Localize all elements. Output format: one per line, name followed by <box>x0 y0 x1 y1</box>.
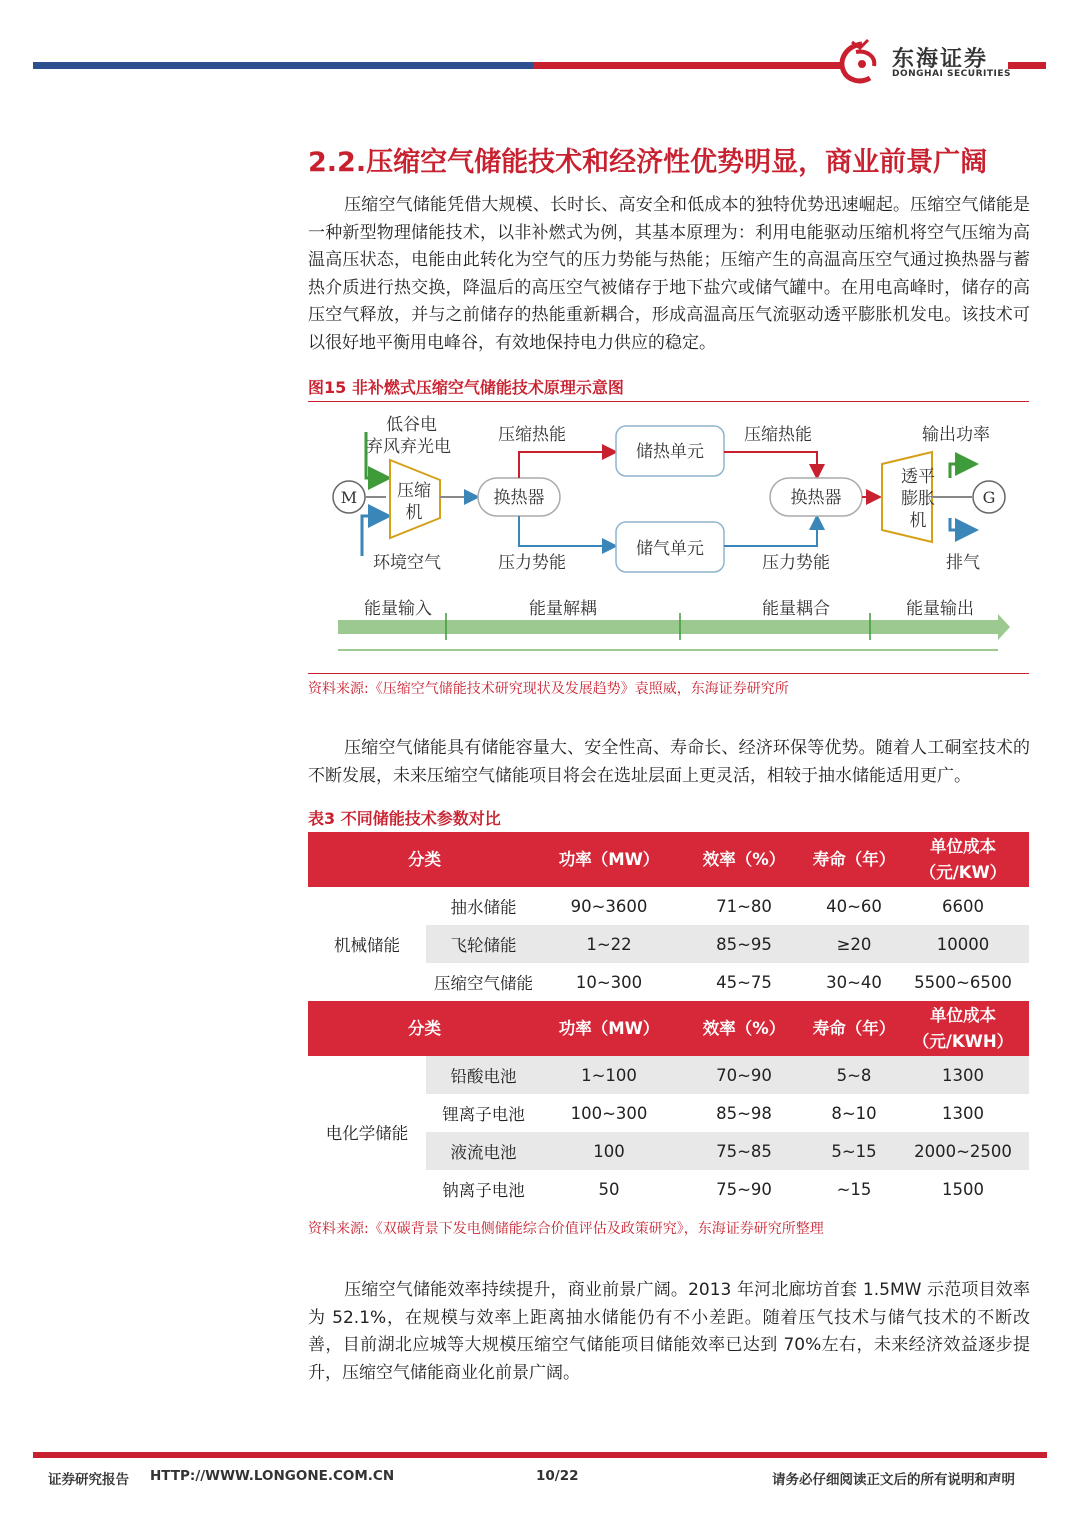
cell-name: 锂离子电池 <box>442 1105 525 1124</box>
cell-cost: 1500 <box>942 1179 984 1199</box>
turbine-label-2: 膨胀 <box>901 489 935 509</box>
header-bar-red <box>533 62 843 69</box>
header-lifetime: 寿命（年） <box>811 832 897 887</box>
cell-power: 1~100 <box>541 1056 677 1094</box>
motor-icon <box>333 481 365 513</box>
header-unit-cost <box>897 832 1029 887</box>
paragraph-2 <box>308 735 1030 790</box>
footer-rule <box>33 1452 1047 1458</box>
label-off-peak: 低谷电 <box>386 415 437 435</box>
cell-name: 飞轮储能 <box>426 925 541 963</box>
group-electrochemical-storage: 电化学储能 <box>325 1124 409 1143</box>
cell-efficiency: 45~75 <box>716 972 772 992</box>
cell-cost: 1300 <box>942 1103 984 1123</box>
header-efficiency: 效率（%） <box>677 1001 811 1056</box>
cell-efficiency: 85~98 <box>716 1103 772 1123</box>
stage-bar <box>338 620 998 634</box>
cell-cost: 2000~2500 <box>897 1132 1029 1170</box>
dragon-logo-icon <box>832 38 888 88</box>
group-mechanical-storage: 机械储能 <box>334 936 400 955</box>
cell-name: 铅酸电池 <box>426 1056 541 1094</box>
label-ambient-air: 环境空气 <box>373 553 441 573</box>
header-unit-cost-unit: （元/KWH） <box>912 1031 1014 1051</box>
cell-efficiency: 71~80 <box>716 896 772 916</box>
figure-bottom-rule <box>308 673 1029 674</box>
table-caption: 表3 不同储能技术参数对比 <box>308 809 501 828</box>
footer-url-link[interactable]: HTTP://WWW.LONGONE.COM.CN <box>150 1468 395 1484</box>
cell-lifetime: 30~40 <box>826 972 882 992</box>
table-source: 资料来源:《双碳背景下发电侧储能综合价值评估及政策研究》，东海证券研究所整理 <box>308 1221 824 1237</box>
heat-exchanger-left-label: 换热器 <box>493 488 545 508</box>
stage-energy-coupling: 能量耦合 <box>762 599 830 619</box>
stage-energy-decoupling: 能量解耦 <box>529 599 597 619</box>
stage-energy-output: 能量输出 <box>906 599 974 619</box>
cell-efficiency: 75~85 <box>677 1132 811 1170</box>
cell-lifetime: 8~10 <box>831 1103 877 1123</box>
table-row <box>308 1056 1029 1094</box>
figure-source: 资料来源:《压缩空气储能技术研究现状及发展趋势》袁照威，东海证券研究所 <box>308 681 789 697</box>
cell-lifetime: 5~15 <box>811 1132 897 1170</box>
label-output-power: 输出功率 <box>922 425 990 445</box>
table-header-row-electrochemical <box>308 1001 1029 1056</box>
output-power-arrow <box>950 464 973 478</box>
header-lifetime: 寿命（年） <box>811 1001 897 1056</box>
cell-lifetime: ~15 <box>836 1179 872 1199</box>
cell-cost: 1300 <box>897 1056 1029 1094</box>
header-category: 分类 <box>308 1001 541 1056</box>
header-bar-red-right <box>1008 62 1046 69</box>
header-power: 功率（MW） <box>541 1001 677 1056</box>
header-unit-cost <box>897 1001 1029 1056</box>
figure-top-rule <box>308 401 1029 402</box>
caes-principle-diagram <box>318 408 1018 670</box>
cell-cost: 5500~6500 <box>914 972 1012 992</box>
paragraph-1 <box>308 192 1030 357</box>
stage-energy-input: 能量输入 <box>364 599 432 619</box>
figure-caption: 图15 非补燃式压缩空气储能技术原理示意图 <box>308 378 624 397</box>
cell-name: 压缩空气储能 <box>434 974 533 993</box>
cell-lifetime: 40~60 <box>826 896 882 916</box>
cell-efficiency: 75~90 <box>716 1179 772 1199</box>
cell-lifetime: ≥20 <box>811 925 897 963</box>
cell-power: 90~3600 <box>570 896 648 916</box>
cell-lifetime: 5~8 <box>811 1056 897 1094</box>
cell-power: 100 <box>541 1132 677 1170</box>
header-unit-cost-label: 单位成本 <box>930 836 996 856</box>
cell-name: 液流电池 <box>426 1132 541 1170</box>
compressor-label-1: 压缩 <box>397 481 431 501</box>
header-efficiency: 效率（%） <box>677 832 811 887</box>
header-power: 功率（MW） <box>541 832 677 887</box>
label-pressure-energy-right: 压力势能 <box>762 553 830 573</box>
storage-comparison-table <box>308 832 1029 1208</box>
heat-exchanger-right-label: 换热器 <box>790 488 842 508</box>
logo-chinese-name: 东海证券 <box>892 47 989 72</box>
header-category: 分类 <box>308 832 541 887</box>
cell-name: 抽水储能 <box>450 898 517 917</box>
compressor-label-2: 机 <box>405 503 423 523</box>
turbine-label-3: 机 <box>909 511 927 531</box>
footer-disclaimer: 请务必仔细阅读正文后的所有说明和声明 <box>772 1472 1015 1488</box>
company-logo <box>832 38 1012 86</box>
cell-power: 10~300 <box>575 972 643 992</box>
turbine-label-1: 透平 <box>901 467 935 487</box>
paragraph-1-text: 压缩空气储能凭借大规模、长时长、高安全和低成本的独特优势迅速崛起。压缩空气储能是一种新型物理储能技术，以非补燃式为例，其基本原理为：利用电能驱动压缩机将空气压缩为高温高压状态，电能由此转化为空气的压力势能与热能；压缩产生的高温高压空气通过换热器与蓄热介质进行热交换，降温后的高压空气被储存于地下盐穴或储气罐中。在用电高峰时，储存的高压空气释放，并与之前储存的热能重新耦合，形成高温高压气流驱动透平膨胀机发电。该技术可以很好地平衡用电峰谷，有效地保持电力供应的稳定。 <box>308 195 1030 353</box>
logo-english-name: DONGHAI SECURITIES <box>892 69 1011 79</box>
table-header-row-mechanical <box>308 832 1029 887</box>
exhaust-arrow <box>950 518 973 530</box>
footer-page-number: 10/22 <box>536 1468 579 1484</box>
cell-power: 50 <box>598 1179 620 1199</box>
header-unit-cost-unit: （元/KW） <box>919 862 1007 882</box>
gas-storage-label: 储气单元 <box>636 539 704 559</box>
footer-report-type: 证券研究报告 <box>48 1472 129 1488</box>
cell-cost: 10000 <box>897 925 1029 963</box>
label-compression-heat-left: 压缩热能 <box>498 425 566 445</box>
paragraph-2-text: 压缩空气储能具有储能容量大、安全性高、寿命长、经济环保等优势。随着人工硐室技术的不断发展，未来压缩空气储能项目将会在选址层面上更灵活，相较于抽水储能适用更广。 <box>308 738 1030 786</box>
label-exhaust: 排气 <box>946 553 980 573</box>
label-curtailed-power: 弃风弃光电 <box>366 437 451 457</box>
generator-icon <box>973 481 1005 513</box>
section-title: 2.2.压缩空气储能技术和经济性优势明显，商业前景广阔 <box>308 147 988 178</box>
header-bar-blue <box>33 62 533 69</box>
paragraph-3-text: 压缩空气储能效率持续提升，商业前景广阔。2013 年河北廊坊首套 1.5MW 示范项目效率为 52.1%，在规模与效率上距离抽水储能仍有不小差距。随着压气技术与储气技术的不断改善，目前湖北应城等大规模压缩空气储能项目储能效率已达到 70%左右，未来经济效益逐步提升，压缩空气储能商业化前景广阔。 <box>308 1280 1030 1383</box>
generator-label: G <box>982 488 996 507</box>
label-pressure-energy-left: 压力势能 <box>498 553 566 573</box>
table-row <box>308 887 1029 925</box>
motor-label: M <box>340 488 358 507</box>
ambient-air-arrow <box>362 516 386 556</box>
label-compression-heat-right: 压缩热能 <box>744 425 812 445</box>
header-unit-cost-label: 单位成本 <box>930 1005 996 1025</box>
cell-efficiency: 70~90 <box>677 1056 811 1094</box>
cell-name: 钠离子电池 <box>442 1181 525 1200</box>
cell-cost: 6600 <box>942 896 984 916</box>
paragraph-3 <box>308 1277 1030 1387</box>
cell-power: 100~300 <box>570 1103 648 1123</box>
cell-power: 1~22 <box>541 925 677 963</box>
heat-storage-label: 储热单元 <box>636 442 704 462</box>
cell-efficiency: 85~95 <box>677 925 811 963</box>
